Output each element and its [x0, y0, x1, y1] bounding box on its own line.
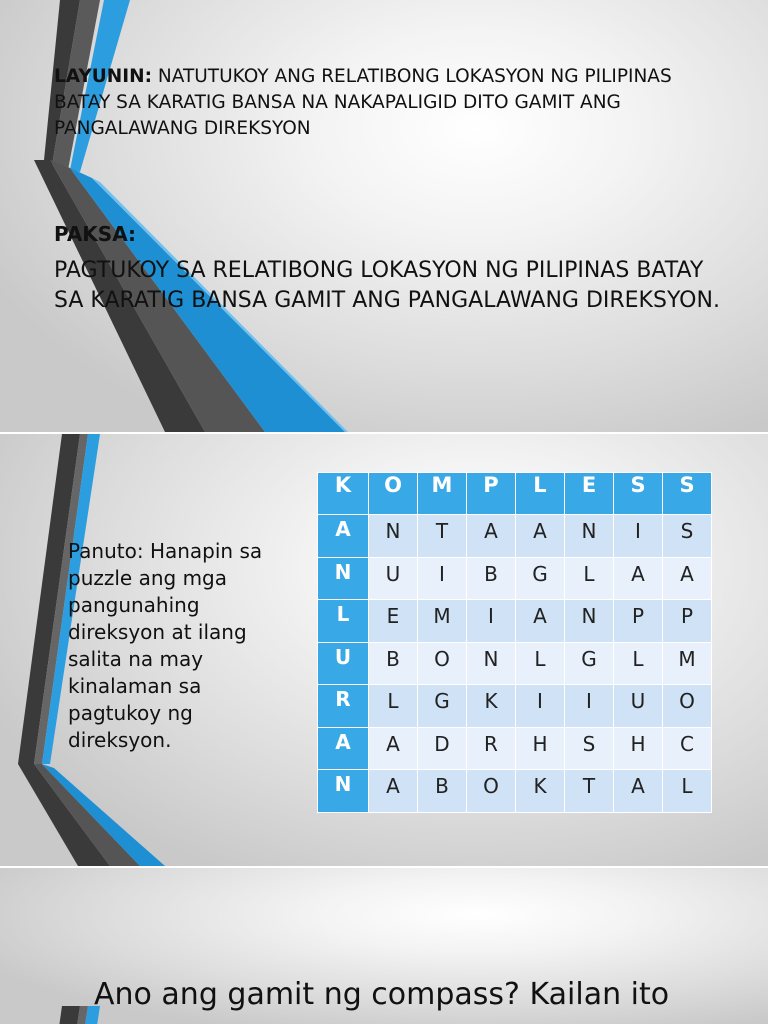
puzzle-side-cell: U	[318, 642, 369, 685]
puzzle-cell: B	[418, 770, 467, 813]
puzzle-cell: A	[369, 727, 418, 770]
puzzle-cell: O	[467, 770, 516, 813]
puzzle-cell: G	[565, 642, 614, 685]
puzzle-side-cell: N	[318, 770, 369, 813]
puzzle-cell: P	[614, 600, 663, 643]
puzzle-side-cell: A	[318, 727, 369, 770]
puzzle-cell: U	[369, 557, 418, 600]
slide-2	[0, 434, 768, 866]
puzzle-header-cell: S	[663, 473, 712, 515]
puzzle-row	[318, 685, 712, 728]
puzzle-header-cell: O	[369, 473, 418, 515]
puzzle-row	[318, 515, 712, 558]
compass-question: Ano ang gamit ng compass? Kailan ito	[94, 977, 670, 1012]
paksa-label: PAKSA:	[54, 222, 137, 246]
puzzle-cell: U	[614, 685, 663, 728]
puzzle-cell: T	[418, 515, 467, 558]
puzzle-header-cell: S	[614, 473, 663, 515]
puzzle-cell: O	[663, 685, 712, 728]
puzzle-row	[318, 770, 712, 813]
layunin-text: NATUTUKOY ANG RELATIBONG LOKASYON NG PILIPINAS BATAY SA KARATIG BANSA NA NAKAPALIGID DITO GAMIT ANG PANGALAWANG DIREKSYON	[54, 66, 672, 139]
puzzle-cell: L	[369, 685, 418, 728]
puzzle-cell: M	[663, 642, 712, 685]
puzzle-side-cell: L	[318, 600, 369, 643]
puzzle-cell: E	[369, 600, 418, 643]
puzzle-cell: H	[614, 727, 663, 770]
puzzle-cell: L	[516, 642, 565, 685]
puzzle-cell: B	[467, 557, 516, 600]
word-search-puzzle	[317, 472, 712, 813]
puzzle-cell: I	[418, 557, 467, 600]
paksa-text: PAGTUKOY SA RELATIBONG LOKASYON NG PILIPINAS BATAY SA KARATIG BANSA GAMIT ANG PANGALAWANG DIREKSYON.	[54, 258, 720, 313]
puzzle-cell: A	[614, 770, 663, 813]
puzzle-cell: C	[663, 727, 712, 770]
puzzle-cell: A	[663, 557, 712, 600]
puzzle-cell: I	[467, 600, 516, 643]
puzzle-cell: L	[565, 557, 614, 600]
slide-3	[0, 868, 768, 1024]
puzzle-cell: N	[565, 600, 614, 643]
puzzle-cell: A	[369, 770, 418, 813]
slide-1	[0, 0, 768, 432]
puzzle-cell: N	[369, 515, 418, 558]
puzzle-side-cell: A	[318, 515, 369, 558]
puzzle-cell: B	[369, 642, 418, 685]
puzzle-cell: I	[565, 685, 614, 728]
puzzle-cell: T	[565, 770, 614, 813]
puzzle-row	[318, 557, 712, 600]
puzzle-cell: O	[418, 642, 467, 685]
puzzle-header-cell: E	[565, 473, 614, 515]
puzzle-cell: L	[614, 642, 663, 685]
puzzle-cell: A	[516, 600, 565, 643]
panuto-instructions: Panuto: Hanapin sa puzzle ang mga pangunahing direksyon at ilang salita na may kinalaman sa pagtukoy ng direksyon.	[68, 539, 263, 752]
puzzle-cell: I	[614, 515, 663, 558]
puzzle-cell: K	[516, 770, 565, 813]
puzzle-side-cell: N	[318, 557, 369, 600]
puzzle-cell: S	[663, 515, 712, 558]
puzzle-cell: A	[467, 515, 516, 558]
puzzle-cell: H	[516, 727, 565, 770]
layunin-objective	[54, 64, 714, 142]
puzzle-side-cell: R	[318, 685, 369, 728]
puzzle-cell: P	[663, 600, 712, 643]
puzzle-cell: M	[418, 600, 467, 643]
puzzle-row	[318, 600, 712, 643]
puzzle-header-cell: M	[418, 473, 467, 515]
puzzle-cell: N	[467, 642, 516, 685]
puzzle-cell: A	[516, 515, 565, 558]
puzzle-cell: L	[663, 770, 712, 813]
puzzle-cell: N	[565, 515, 614, 558]
puzzle-cell: R	[467, 727, 516, 770]
puzzle-cell: S	[565, 727, 614, 770]
puzzle-row	[318, 727, 712, 770]
puzzle-cell: D	[418, 727, 467, 770]
puzzle-header-cell: L	[516, 473, 565, 515]
puzzle-cell: K	[467, 685, 516, 728]
puzzle-cell: G	[418, 685, 467, 728]
puzzle-header-cell: P	[467, 473, 516, 515]
puzzle-cell: A	[614, 557, 663, 600]
puzzle-header-cell: K	[318, 473, 369, 515]
puzzle-cell: G	[516, 557, 565, 600]
puzzle-cell: I	[516, 685, 565, 728]
puzzle-header-row	[318, 473, 712, 515]
layunin-label: LAYUNIN:	[54, 66, 153, 87]
puzzle-row	[318, 642, 712, 685]
